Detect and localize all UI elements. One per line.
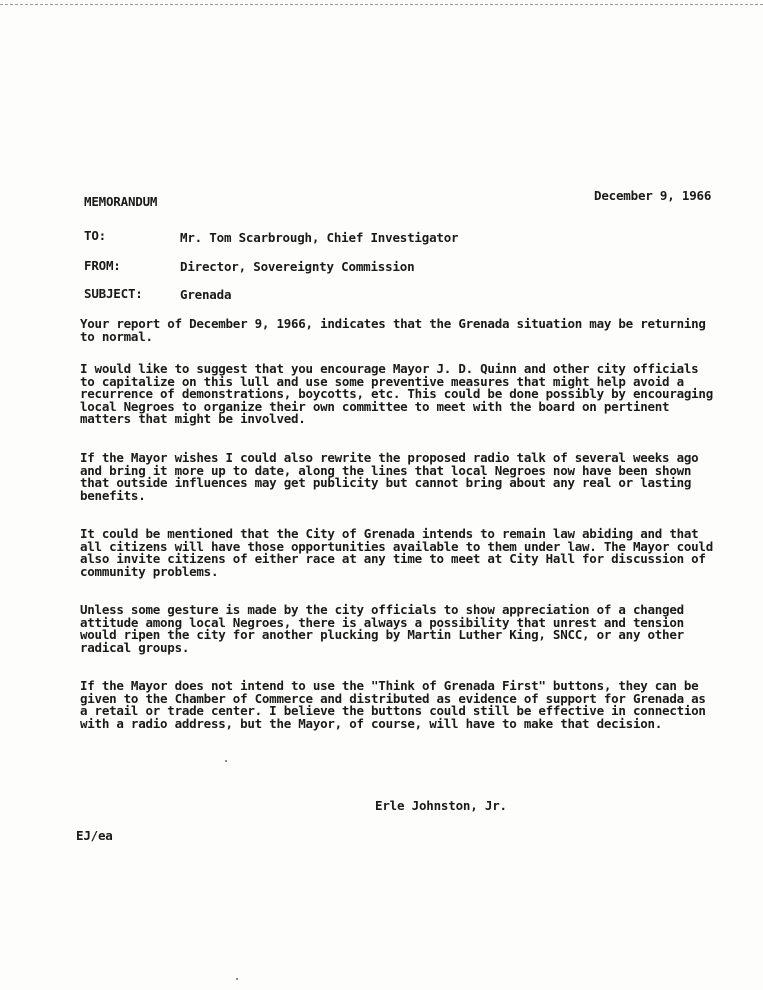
body-paragraph: Unless some gesture is made by the city officials to show appreciation of a changed attitude among local Negroes, there is always a possibility that unrest and tension would ripen the city for another plucking by Martin Luther King, SNCC, or any other radical groups.: [80, 602, 684, 655]
subject-value: Grenada: [180, 287, 232, 302]
top-edge-line: [0, 4, 763, 5]
body-paragraph: If the Mayor wishes I could also rewrite the proposed radio talk of several weeks ago and bring it more up to date, along the lines that local Negroes now have been shown that outside influences may get publicity but cannot bring about any real or lasting benefits.: [80, 450, 699, 503]
to-value: Mr. Tom Scarbrough, Chief Investigator: [180, 230, 459, 245]
speck-mark: [236, 978, 238, 980]
from-value: Director, Sovereignty Commission: [180, 259, 415, 274]
to-label: TO:: [84, 228, 106, 243]
body-paragraph: I would like to suggest that you encourage Mayor J. D. Quinn and other city officials to capitalize on this lull and use some preventive measures that might help avoid a recurrence of demonstrations, boycotts, etc. This could be done possibly by encouraging local Negroes to organize their own committee to meet with the board on pertinent matters that might be involved.: [80, 361, 713, 426]
signature: Erle Johnston, Jr.: [375, 798, 507, 813]
memo-date: December 9, 1966: [594, 188, 712, 203]
speck-mark: [225, 760, 227, 762]
from-label: FROM:: [84, 258, 121, 273]
body-paragraph: Your report of December 9, 1966, indicates that the Grenada situation may be returning to normal.: [80, 316, 706, 344]
memo-heading: MEMORANDUM: [84, 194, 158, 209]
subject-label: SUBJECT:: [84, 286, 143, 301]
initials: EJ/ea: [76, 828, 113, 843]
body-paragraph: It could be mentioned that the City of Grenada intends to remain law abiding and that all citizens will have those opportunities available to them under law. The Mayor could also invite citizens of either race at any time to meet at City Hall for discussion of community problems.: [80, 526, 713, 579]
body-paragraph: If the Mayor does not intend to use the "Think of Grenada First" buttons, they can be given to the Chamber of Commerce and distributed as evidence of support for Grenada as a retail or trade center. I believe the buttons could still be effective in connection with a radio address, but the Mayor, of course, will have to make that decision.: [80, 678, 706, 731]
